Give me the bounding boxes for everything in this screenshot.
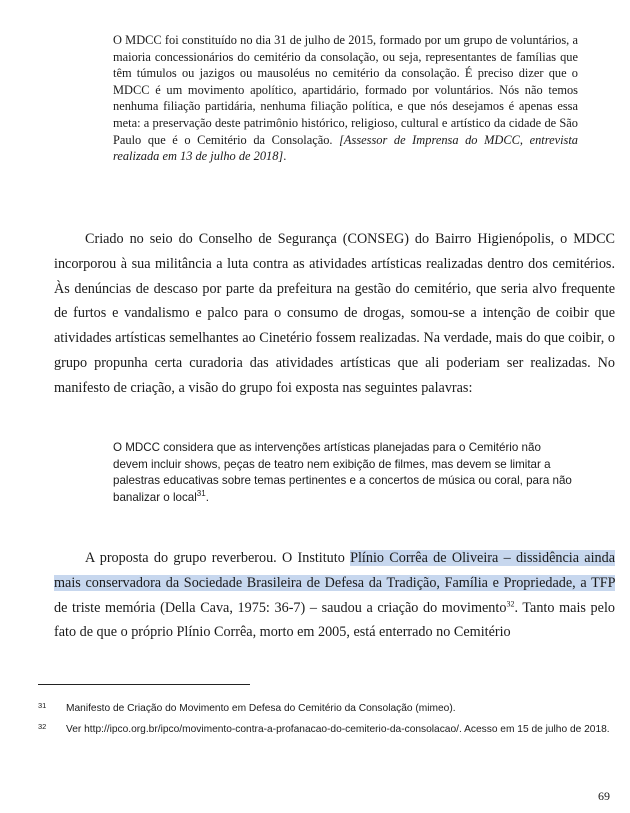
block-quote-interview bbox=[113, 32, 578, 165]
body-paragraph-2 bbox=[54, 546, 615, 645]
para-text-start: A proposta do grupo reverberou. O Instituto bbox=[85, 550, 351, 566]
footnote-31 bbox=[38, 701, 615, 716]
block-quote-manifesto bbox=[113, 440, 578, 506]
footnote-32 bbox=[38, 722, 615, 737]
footnote-text: Manifesto de Criação do Movimento em Defesa do Cemitério da Consolação (mimeo). bbox=[66, 703, 456, 714]
footnote-text[interactable]: Ver http://ipco.org.br/ipco/movimento-contra-a-profanacao-do-cemiterio-da-consolacao/. Acesso em 15 de julho de 2018. bbox=[66, 724, 610, 735]
footnote-divider bbox=[38, 684, 250, 685]
quote-end: . bbox=[283, 149, 287, 164]
page-number: 69 bbox=[598, 789, 610, 803]
body-paragraph-1: Criado no seio do Conselho de Segurança (CONSEG) do Bairro Higienópolis, o MDCC incorporou à sua militância a luta contra as atividades artísticas realizadas dentro dos cemitérios. Às denúncias de descaso por parte da prefeitura na gestão do cemitério, que seria alvo frequente de furtos e vandalismo e palco para o consumo de drogas, somou-se a intenção de coibir que atividades artísticas semelhantes ao Cinetério fossem realizadas. Na verdade, mais do que coibir, o grupo propunha certa curadoria das atividades artísticas que ali poderiam ser realizadas. No manifesto de criação, a visão do grupo foi exposta nas seguintes palavras: bbox=[54, 231, 615, 396]
footnote-number: 31 bbox=[38, 701, 47, 710]
quote-text: O MDCC considera que as intervenções artísticas planejadas para o Cemitério não devem incluir shows, peças de teatro nem exibição de filmes, mas devem se limitar a palestras educativas sobre temas pertinentes e a concertos de música ou coral, para não banalizar o local bbox=[113, 441, 572, 504]
footnote-number: 32 bbox=[38, 722, 47, 731]
quote-end: . bbox=[205, 490, 209, 504]
quote-citation: [Assessor de Imprensa do MDCC, entrevista realizada em 13 de julho de 2018] bbox=[113, 132, 578, 164]
selected-text-highlight[interactable]: Plínio Corrêa de Oliveira – dissidência ainda mais conservadora da Sociedade Brasileira de Defesa da Tradição, Família e Propriedade, a TFP bbox=[54, 550, 615, 591]
quote-text: O MDCC foi constituído no dia 31 de julho de 2015, formado por um grupo de voluntários, a maioria concessionários do cemitério da consolação, ou seja, representantes de famílias que têm túmulos ou jazigos ou mausoléus no cemitério da consolação. É preciso dizer que o MDCC é um movimento apolítico, apartidário, formado por voluntários. Nós não temos nenhuma filiação partidária, nenhuma filiação política, e que nós desejamos é apenas essa meta: a preservação deste patrimônio histórico, religioso, cultural e artístico da cidade de São Paulo que é o Cemitério da Consolação. bbox=[113, 33, 578, 147]
para-text-middle: de triste memória (Della Cava, 1975: 36-7) – saudou a criação do movimento bbox=[54, 599, 507, 616]
footnote-ref-32[interactable]: 32 bbox=[506, 598, 515, 608]
footnote-ref-31[interactable]: 31 bbox=[196, 488, 206, 498]
para-text-end: . Tanto mais pelo fato de que o próprio Plínio Corrêa, morto em 2005, está enterrado no Cemitério bbox=[54, 599, 615, 641]
